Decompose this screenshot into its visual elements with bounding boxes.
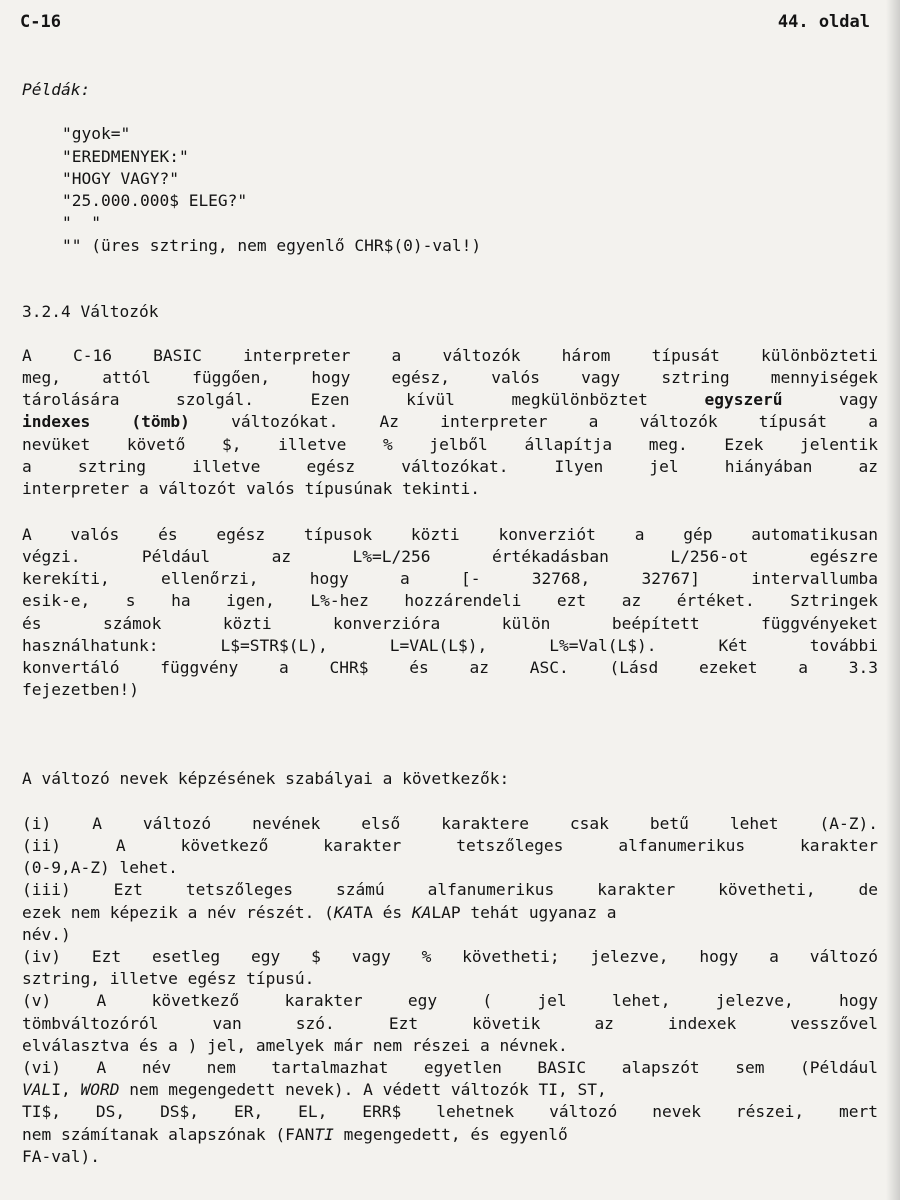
rule-line: (ii) A következő karakter tetszőleges alfanumerikus karakter [22,836,878,855]
italic-term: KA [411,903,432,922]
paragraph-line [22,412,878,432]
page-edge-shadow [886,0,900,1200]
rule-line: FA-val). [22,1147,100,1166]
paragraph-line: A valós és egész típusok közti konverziót a gép automatikusan [22,525,878,544]
bold-term: indexes (tömb) [22,412,190,431]
paragraph-line: kerekíti, ellenőrzi, hogy a [- 32768, 32767] intervallumba [22,569,878,588]
example-line: "EREDMENYEK:" [62,147,189,166]
rule-line: (iii) Ezt tetszőleges számú alfanumerikus karakter követheti, de [22,880,878,899]
paragraph-line: A C-16 BASIC interpreter a változók három típusát különbözteti [22,346,878,365]
page-header [20,12,870,36]
example-line: " " [62,213,101,232]
paragraph-line: meg, attól függően, hogy egész, valós vagy sztring mennyiségek [22,368,878,387]
paragraph-line [22,390,878,410]
text-run: LAP tehát ugyanaz a [431,903,617,922]
chapter-label: C-16 [20,12,61,32]
italic-term: KA [333,903,354,922]
text-run: tárolására szolgál. Ezen kívül megkülönböztet [22,390,648,409]
paragraph-line: és számok közti konverzióra külön beépített függvényeket [22,614,878,633]
paragraph-line: esik-e, s ha igen, L%-hez hozzárendeli ezt az értéket. Sztringek [22,591,878,610]
text-run: nem számítanak alapszónak (FAN [22,1125,315,1144]
section-title: 3.2.4 Változók [22,302,159,321]
rule-line: (v) A következő karakter egy ( jel lehet, jelezve, hogy [22,991,878,1010]
rule-line: TI$, DS, DS$, ER, EL, ERR$ lehetnek változó nevek részei, mert [22,1102,878,1121]
text-run: megengedett, és egyenlő [333,1125,568,1144]
paragraph-line: konvertáló függvény a CHR$ és az ASC. (Lásd ezeket a 3.3 [22,658,878,677]
italic-term: VAL [22,1080,52,1099]
text-run: ezek nem képezik a név részét. ( [22,903,334,922]
rule-line: (0-9,A-Z) lehet. [22,858,178,877]
example-line: "HOGY VAGY?" [62,169,179,188]
rule-line [22,903,878,923]
rule-line: elválasztva és a ) jel, amelyek már nem részei a névnek. [22,1036,568,1055]
paragraph-line: interpreter a változót valós típusúnak tekinti. [22,479,481,498]
rule-line [22,1125,878,1145]
rules-intro: A változó nevek képzésének szabályai a következők: [22,769,510,788]
rule-line: tömbváltozóról van szó. Ezt követik az indexek vesszővel [22,1014,878,1033]
paragraph-line: végzi. Például az L%=L/256 értékadásban L/256-ot egészre [22,547,878,566]
italic-term: WORD [80,1080,120,1099]
rule-line: (vi) A név nem tartalmazhat egyetlen BASIC alapszót sem (Például [22,1058,878,1077]
text-run: I, [51,1080,81,1099]
text-run: nem megengedett nevek). A védett változók TI, ST, [119,1080,607,1099]
example-line: "" (üres sztring, nem egyenlő CHR$(0)-val!) [62,236,482,255]
bold-term: egyszerű [704,390,783,409]
examples-heading: Példák: [22,80,91,99]
text-run: TA és [353,903,412,922]
paragraph-line: használhatunk: L$=STR$(L), L=VAL(L$), L%=Val(L$). Két további [22,636,878,655]
paragraph-line: a sztring illetve egész változókat. Ilyen jel hiányában az [22,457,878,476]
text-run: vagy [839,390,878,409]
italic-term: TI [314,1125,334,1144]
example-line: "25.000.000$ ELEG?" [62,191,248,210]
paragraph-line: nevüket követő $, illetve % jelből állapítja meg. Ezek jelentik [22,435,878,454]
rule-line: (iv) Ezt esetleg egy $ vagy % követheti; jelezve, hogy a változó [22,947,878,966]
rule-line [22,1080,878,1100]
example-line: "gyok=" [62,124,131,143]
text-run: változókat. Az interpreter a változók típusát a [231,412,878,431]
rule-line: sztring, illetve egész típusú. [22,969,315,988]
rule-line: (i) A változó nevének első karaktere csak betű lehet (A-Z). [22,814,878,833]
page-number: 44. oldal [777,12,870,32]
rule-line: név.) [22,925,71,944]
paragraph-line: fejezetben!) [22,680,139,699]
